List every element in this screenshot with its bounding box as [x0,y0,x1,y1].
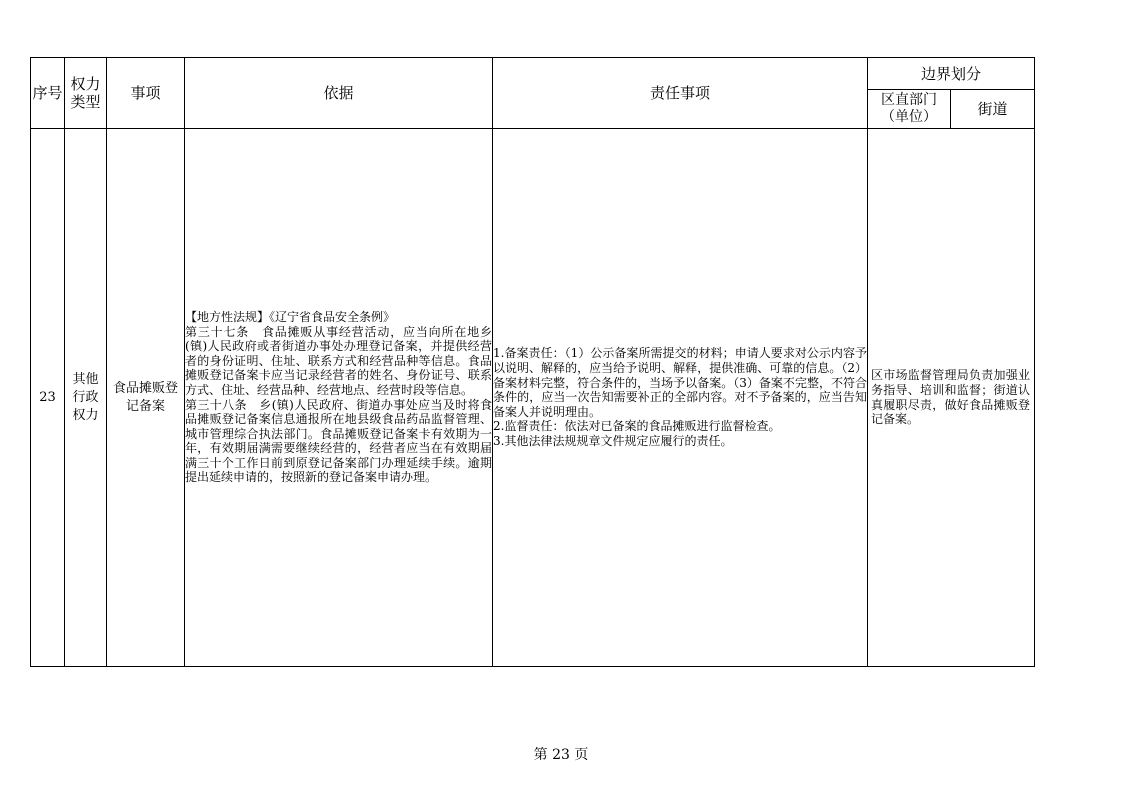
cell-dept-street [868,129,1035,667]
responsibility-item-1: 1.备案责任：（1）公示备案所需提交的材料；申请人要求对公示内容予以说明、解释的，应当给予说明、解释，提供准确、可靠的信息。（2）备案材料完整，符合条件的，当场予以备案。（3）备案不完整，不符合条件的，应当一次告知需要补正的全部内容。对不予备案的，应当告知备案人并说明理由。 [493,346,867,419]
responsibility-item-2: 2.监督责任：依法对已备案的食品摊贩进行监督检查。 [493,419,781,434]
cell-power-type: 其他行政权力 [65,129,107,667]
header-basis: 依据 [185,58,493,129]
cell-item: 食品摊贩登记备案 [107,129,185,667]
basis-article-37: 第三十七条 食品摊贩从事经营活动，应当向所在地乡(镇)人民政府或者街道办事处办理登记备案，并提供经营者的身份证明、住址、联系方式和经营品种等信息。食品摊贩登记备案卡应当记录经营者的姓名、身份证号、联系方式、住址、经营品种、经营地点、经营时段等信息。 [185,324,492,397]
header-seq: 序号 [31,58,65,129]
table-row [31,129,1035,667]
header-boundary: 边界划分 [868,58,1035,90]
dept-text: 区市场监督管理局负责加强业务指导、培训和监督；街道认真履职尽责，做好食品摊贩登记备案。 [871,368,1030,427]
basis-article-38: 第三十八条 乡(镇)人民政府、街道办事处应当及时将食品摊贩登记备案信息通报所在地县级食品药品监督管理、城市管理综合执法部门。食品摊贩登记备案卡有效期为一年，有效期届满需要继续经营的，经营者应当在有效期届满三十个工作日前到原登记备案部门办理延续手续。逾期提出延续申请的，按照新的登记备案申请办理。 [185,397,492,485]
header-item: 事项 [107,58,185,129]
responsibility-table [30,57,1035,667]
header-power-type: 权力类型 [65,58,107,129]
basis-title: 【地方性法规】《辽宁省食品安全条例》 [185,309,396,324]
cell-seq: 23 [31,129,65,667]
header-dept: 区直部门（单位） [868,90,951,129]
page-number: 第 23 页 [533,747,589,763]
header-street: 街道 [951,90,1035,129]
responsibility-item-3: 3.其他法律法规规章文件规定应履行的责任。 [493,433,733,448]
cell-responsibility [493,129,868,667]
header-responsibility: 责任事项 [493,58,868,129]
cell-basis [185,129,493,667]
